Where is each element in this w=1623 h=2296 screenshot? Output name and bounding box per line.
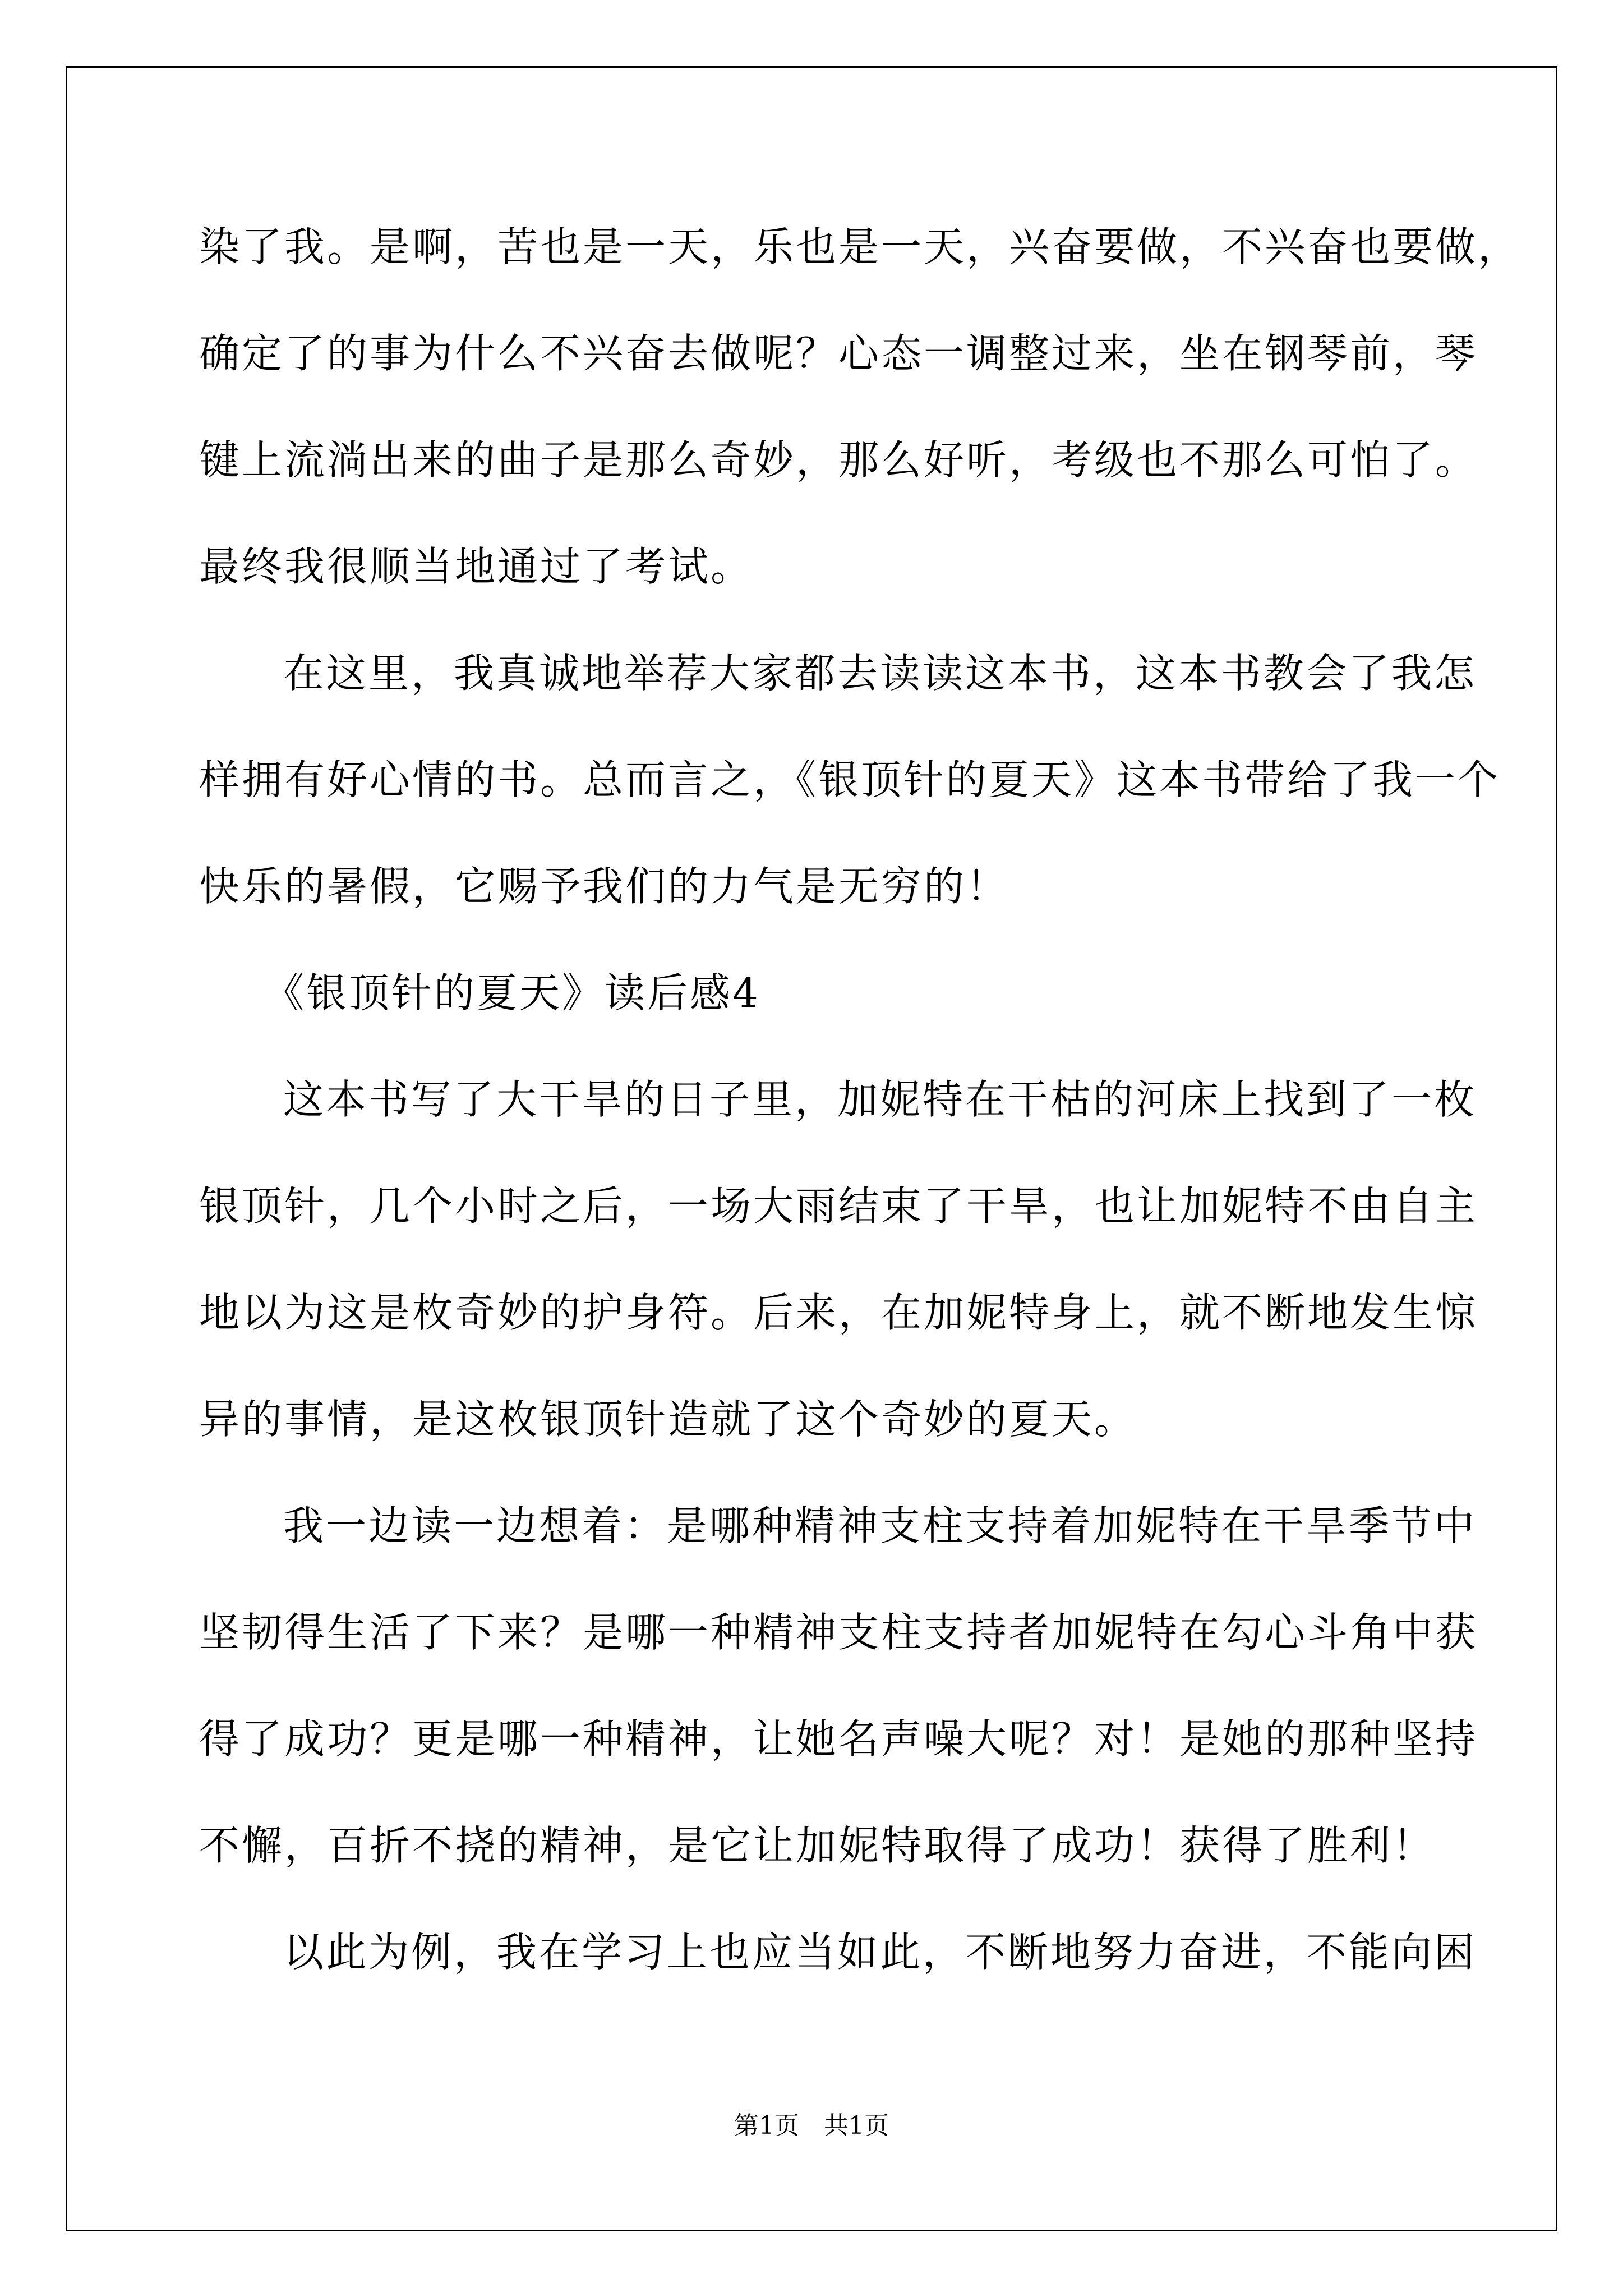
paragraph-line: 确定了的事为什么不兴奋去做呢？心态一调整过来，坐在钢琴前，琴	[199, 330, 1478, 377]
paragraph-line: 银顶针，几个小时之后，一场大雨结束了干旱，也让加妮特不由自主	[199, 1182, 1478, 1230]
paragraph-line: 我一边读一边想着：是哪种精神支柱支持着加妮特在干旱季节中	[283, 1502, 1477, 1549]
paragraph-line: 染了我。是啊，苦也是一天，乐也是一天，兴奋要做，不兴奋也要做，	[199, 223, 1521, 270]
paragraph-line: 异的事情，是这枚银顶针造就了这个奇妙的夏天。	[199, 1396, 1137, 1443]
section-heading: 《银顶针的夏天》读后感4	[264, 969, 760, 1016]
page-footer: 第1页 共1页	[734, 2111, 889, 2140]
paragraph-line: 快乐的暑假，它赐予我们的力气是无穷的！	[199, 863, 1009, 910]
paragraph-line: 最终我很顺当地通过了考试。	[199, 543, 754, 590]
page-border	[66, 66, 1557, 2231]
paragraph-line: 以此为例，我在学习上也应当如此，不断地努力奋进，不能向困	[283, 1929, 1477, 1976]
paragraph-line: 这本书写了大干旱的日子里，加妮特在干枯的河床上找到了一枚	[283, 1076, 1477, 1123]
paragraph-line: 样拥有好心情的书。总而言之，《银顶针的夏天》这本书带给了我一个	[199, 756, 1501, 803]
paragraph-line: 在这里，我真诚地举荐大家都去读读这本书，这本书教会了我怎	[283, 650, 1477, 697]
paragraph-line: 地以为这是枚奇妙的护身符。后来，在加妮特身上，就不断地发生惊	[199, 1289, 1478, 1336]
paragraph-line: 坚韧得生活了下来？是哪一种精神支柱支持者加妮特在勾心斗角中获	[199, 1609, 1478, 1656]
paragraph-line: 不懈，百折不挠的精神，是它让加妮特取得了成功！获得了胜利！	[199, 1822, 1436, 1869]
paragraph-line: 得了成功？更是哪一种精神，让她名声噪大呢？对！是她的那种坚持	[199, 1715, 1478, 1763]
paragraph-line: 键上流淌出来的曲子是那么奇妙，那么好听，考级也不那么可怕了。	[199, 436, 1478, 484]
